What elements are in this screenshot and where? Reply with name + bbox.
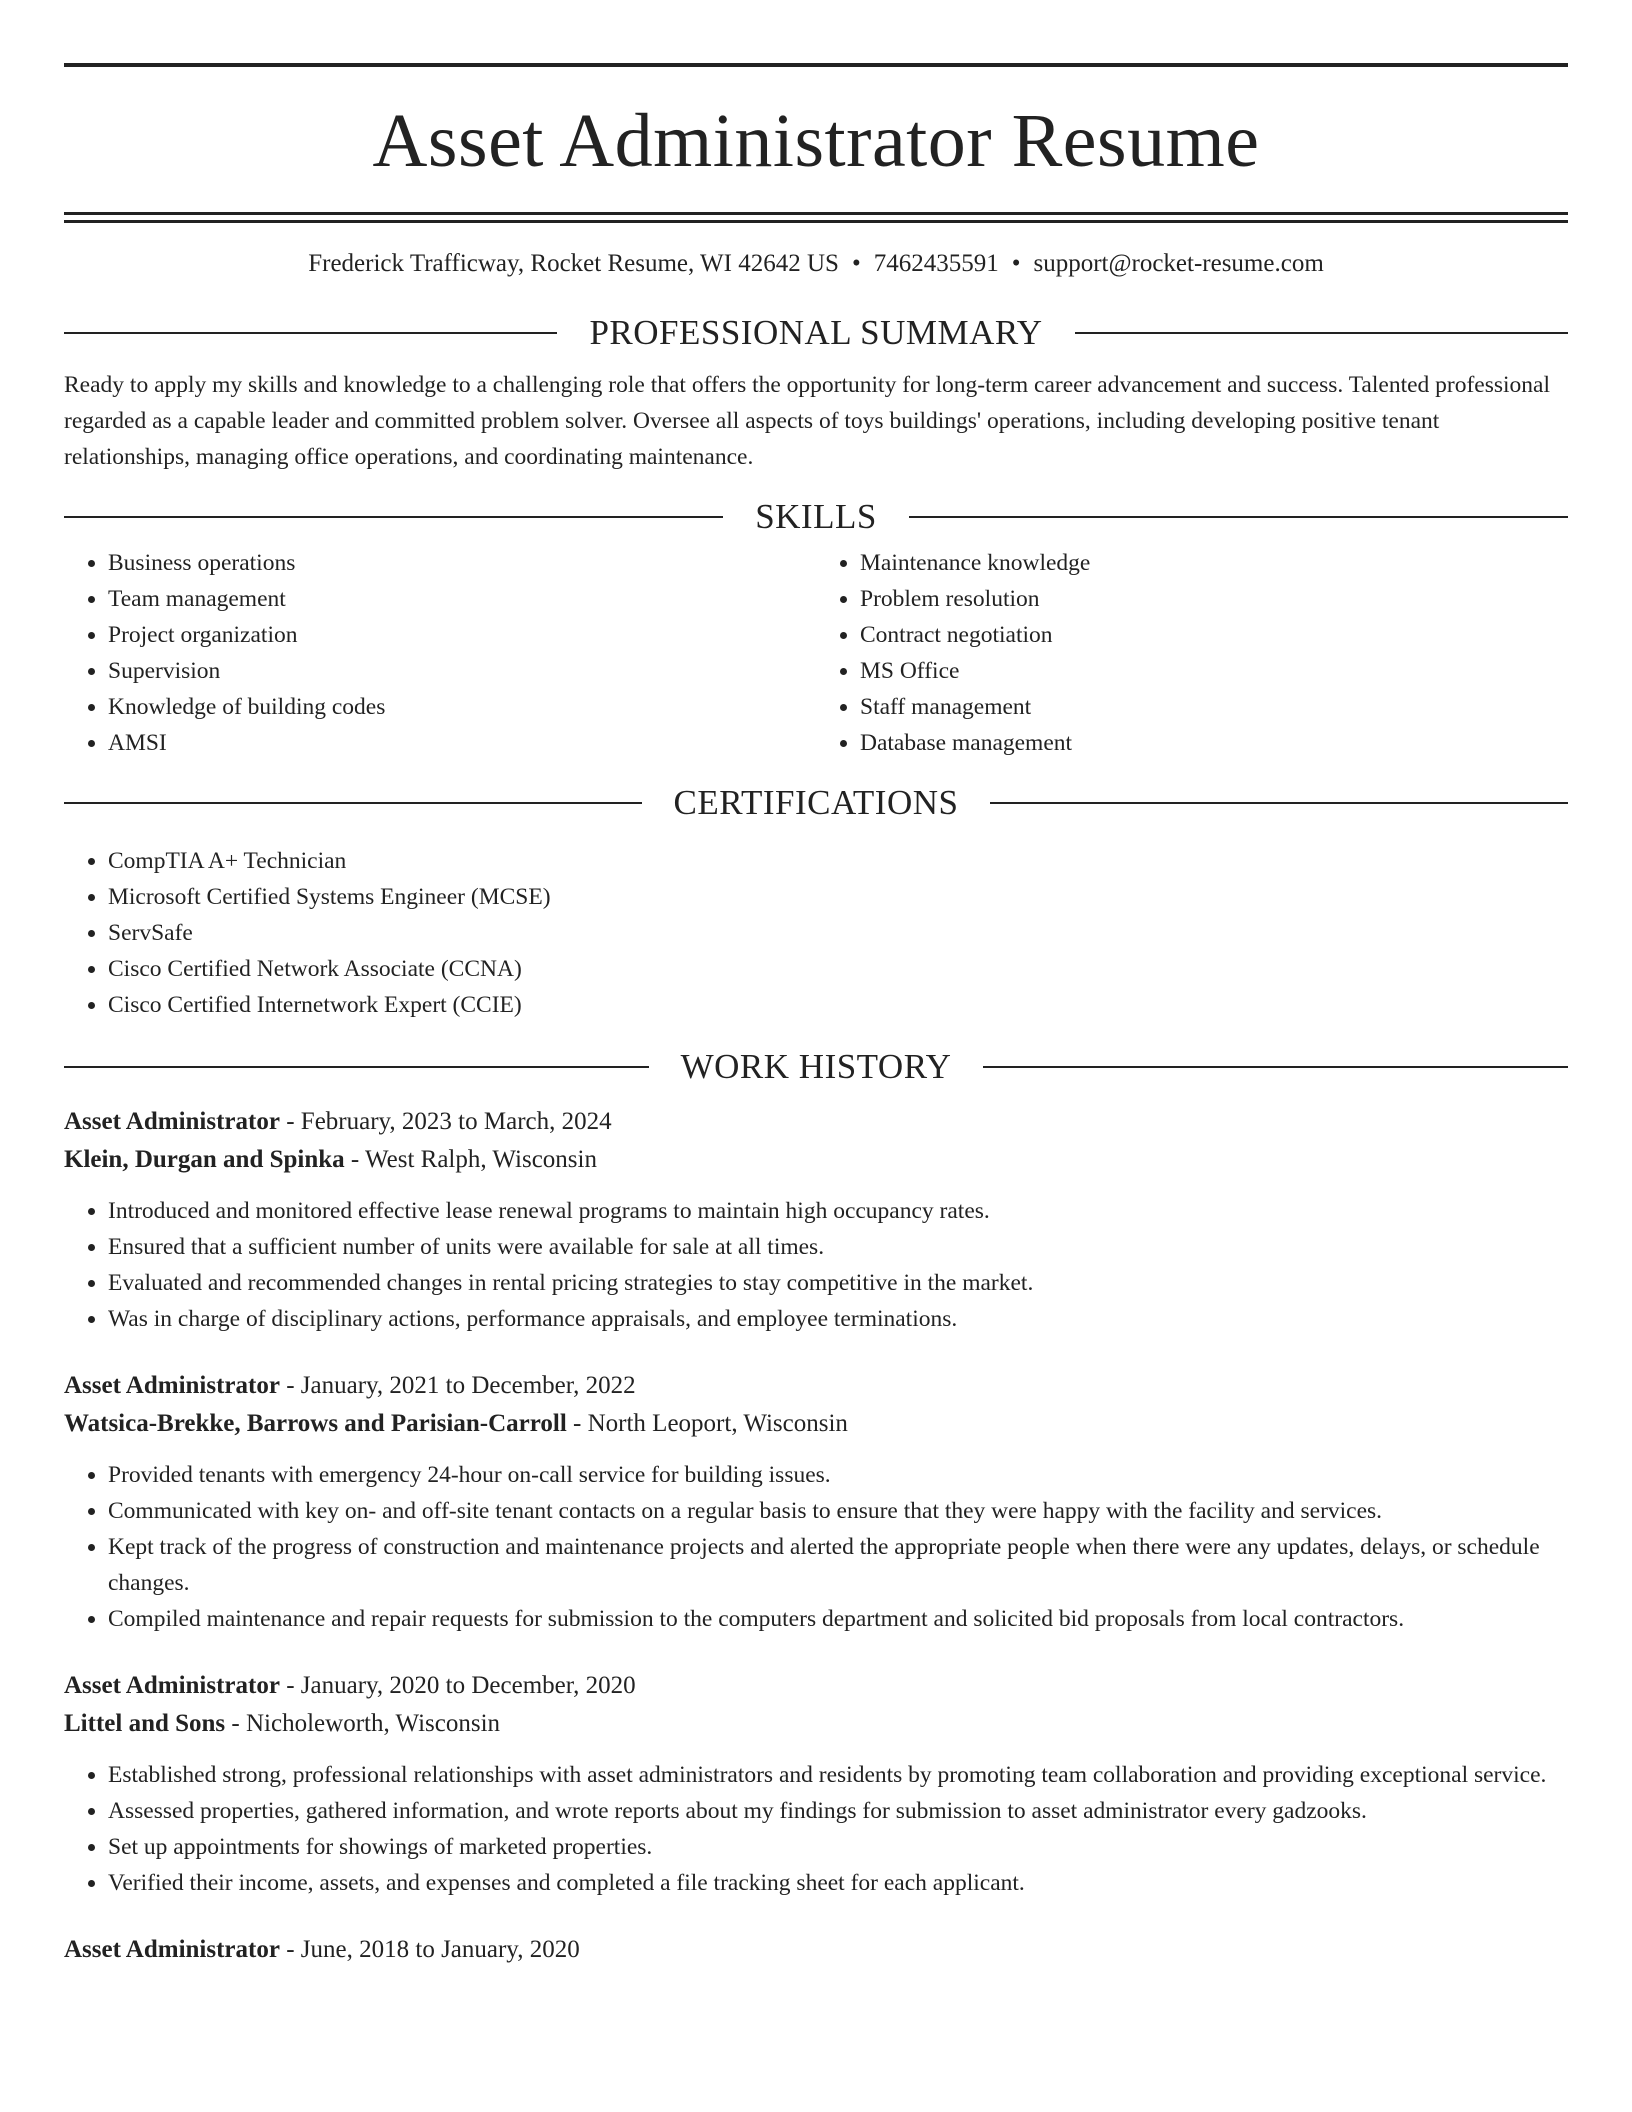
list-item: • Microsoft Certified Systems Engineer (MCSE)	[108, 879, 1568, 915]
list-item: • Was in charge of disciplinary actions, performance appraisals, and employee terminations.	[108, 1301, 1568, 1337]
skills-heading-label: SKILLS	[755, 497, 877, 536]
job-company-line	[64, 1141, 1568, 1179]
heading-rule-right	[990, 802, 1568, 804]
list-item: • Team management	[108, 581, 816, 617]
job-title: Asset Administrator	[64, 1672, 280, 1699]
heading-rule-left	[64, 802, 642, 804]
skills-column-left	[64, 545, 816, 761]
contact-email[interactable]: support@rocket-resume.com	[1033, 250, 1324, 277]
list-item: • Cisco Certified Network Associate (CCNA)	[108, 951, 1568, 987]
heading-rule-right	[909, 516, 1568, 518]
summary-heading-label: PROFESSIONAL SUMMARY	[589, 313, 1043, 352]
list-item: • Ensured that a sufficient number of units were available for sale at all times.	[108, 1229, 1568, 1265]
contact-phone: 7462435591	[873, 250, 999, 277]
skills-column-right	[816, 545, 1568, 761]
job-entry	[64, 1367, 1568, 1637]
job-title: Asset Administrator	[64, 1936, 280, 1963]
job-location: - North Leoport, Wisconsin	[566, 1410, 848, 1437]
list-item: • Compiled maintenance and repair requests for submission to the computers department and solicited bid proposals from local contractors.	[108, 1601, 1568, 1637]
heading-rule-right	[1075, 332, 1568, 334]
job-company-line	[64, 1405, 1568, 1443]
list-item: • ServSafe	[108, 915, 1568, 951]
list-item: • Contract negotiation	[860, 617, 1568, 653]
contact-separator: •	[851, 250, 861, 277]
list-item: • Supervision	[108, 653, 816, 689]
job-location: - West Ralph, Wisconsin	[344, 1146, 597, 1173]
list-item: • Project organization	[108, 617, 816, 653]
list-item: • Knowledge of building codes	[108, 689, 816, 725]
summary-heading	[64, 311, 1568, 355]
summary-text: Ready to apply my skills and knowledge to a challenging role that offers the opportunity for long-term career advancement and success. Talented professional regarded as a capable leader and committed problem solver. Oversee all aspects of toys buildings' operations, including developing positive tenant relationships, managing office operations, and coordinating maintenance.	[64, 372, 1551, 470]
job-dates: - January, 2020 to December, 2020	[279, 1672, 636, 1699]
skills-list	[64, 545, 1568, 761]
job-title-line	[64, 1931, 1568, 1969]
certifications-heading	[64, 781, 1568, 825]
list-item: • Introduced and monitored effective lease renewal programs to maintain high occupancy rates.	[108, 1193, 1568, 1229]
job-company: Littel and Sons	[64, 1710, 226, 1737]
job-entry	[64, 1103, 1568, 1337]
list-item: • Assessed properties, gathered information, and wrote reports about my findings for submission to asset administrator every gadzooks.	[108, 1793, 1568, 1829]
resume-page	[64, 0, 1568, 1969]
job-dates: - January, 2021 to December, 2022	[279, 1372, 636, 1399]
list-item: • Database management	[860, 725, 1568, 761]
certifications-list	[64, 843, 1568, 1023]
work-history-heading	[64, 1045, 1568, 1089]
list-item: • Set up appointments for showings of marketed properties.	[108, 1829, 1568, 1865]
job-title-line	[64, 1367, 1568, 1405]
job-title-line	[64, 1667, 1568, 1705]
job-bullets	[64, 1757, 1568, 1901]
list-item: • MS Office	[860, 653, 1568, 689]
job-location: - Nicholeworth, Wisconsin	[225, 1710, 501, 1737]
page-title: Asset Administrator Resume	[372, 99, 1260, 183]
work-history-heading-label: WORK HISTORY	[680, 1047, 952, 1086]
list-item: • Communicated with key on- and off-site tenant contacts on a regular basis to ensure that they were happy with the facility and services.	[108, 1493, 1568, 1529]
list-item: • Maintenance knowledge	[860, 545, 1568, 581]
top-rule	[64, 63, 1568, 67]
heading-rule-left	[64, 332, 557, 334]
list-item: • Cisco Certified Internetwork Expert (CCIE)	[108, 987, 1568, 1023]
skills-heading	[64, 495, 1568, 539]
list-item: • Provided tenants with emergency 24-hour on-call service for building issues.	[108, 1457, 1568, 1493]
list-item: • CompTIA A+ Technician	[108, 843, 1568, 879]
title-double-rule	[64, 212, 1568, 223]
heading-rule-left	[64, 1066, 649, 1068]
job-title: Asset Administrator	[64, 1108, 280, 1135]
heading-rule-left	[64, 516, 723, 518]
job-company: Watsica-Brekke, Barrows and Parisian-Carroll	[64, 1410, 567, 1437]
job-dates: - February, 2023 to March, 2024	[279, 1108, 612, 1135]
list-item: • Problem resolution	[860, 581, 1568, 617]
contact-separator: •	[1011, 250, 1021, 277]
job-bullets	[64, 1457, 1568, 1637]
job-company: Klein, Durgan and Spinka	[64, 1146, 345, 1173]
contact-line	[64, 249, 1568, 279]
list-item: • Evaluated and recommended changes in rental pricing strategies to stay competitive in the market.	[108, 1265, 1568, 1301]
job-entry	[64, 1931, 1568, 1969]
list-item: • Verified their income, assets, and expenses and completed a file tracking sheet for each applicant.	[108, 1865, 1568, 1901]
list-item: • Staff management	[860, 689, 1568, 725]
job-entry	[64, 1667, 1568, 1901]
job-bullets	[64, 1193, 1568, 1337]
job-title-line	[64, 1103, 1568, 1141]
certifications-heading-label: CERTIFICATIONS	[673, 783, 959, 822]
job-title: Asset Administrator	[64, 1372, 280, 1399]
contact-address: Frederick Trafficway, Rocket Resume, WI 42642 US	[308, 250, 839, 277]
heading-rule-right	[983, 1066, 1568, 1068]
list-item: • Established strong, professional relationships with asset administrators and residents by promoting team collaboration and providing exceptional service.	[108, 1757, 1568, 1793]
list-item: • AMSI	[108, 725, 816, 761]
list-item: • Business operations	[108, 545, 816, 581]
list-item: • Kept track of the progress of construction and maintenance projects and alerted the appropriate people when there were any updates, delays, or schedule changes.	[108, 1529, 1568, 1601]
job-company-line	[64, 1705, 1568, 1743]
job-dates: - June, 2018 to January, 2020	[279, 1936, 580, 1963]
